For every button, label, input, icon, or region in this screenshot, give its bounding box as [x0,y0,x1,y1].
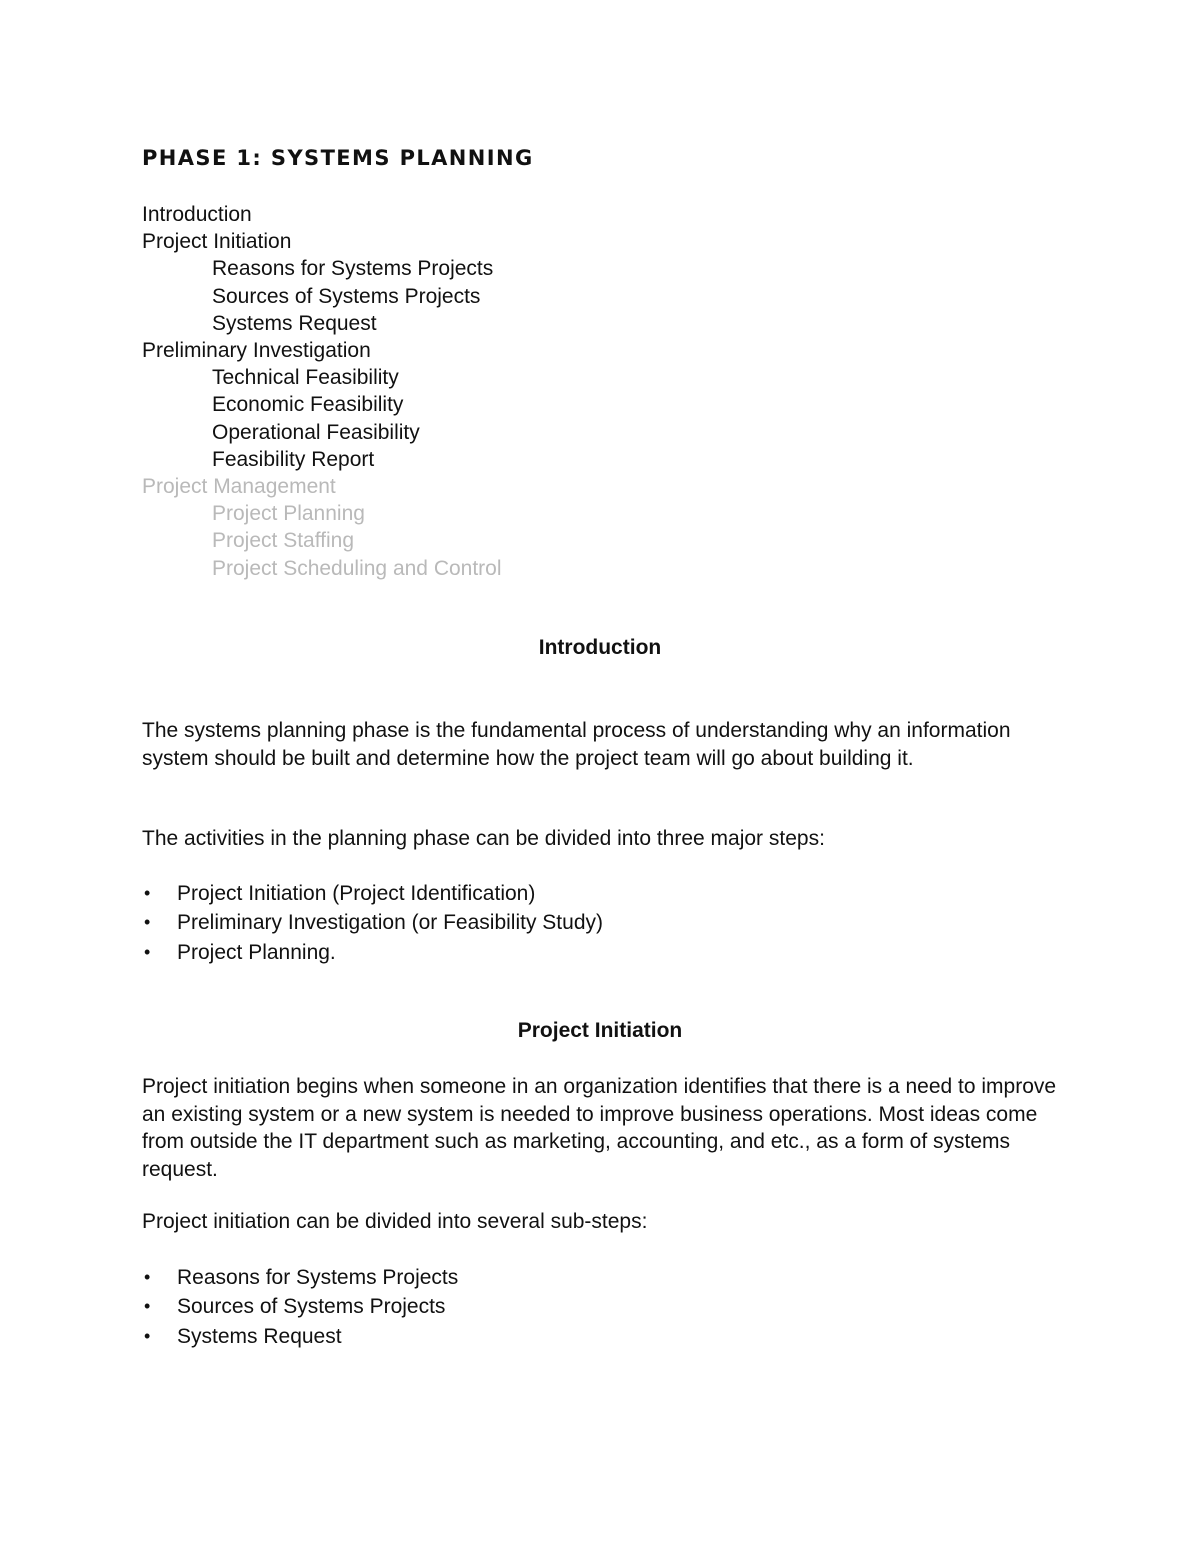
list-item [142,1263,458,1292]
toc-item-introduction: Introduction [142,203,252,226]
intro-paragraph-1: The systems planning phase is the fundamental process of understanding why an information system should be built and determine how the project team will go about building it. [142,719,1011,770]
bullet-icon: • [144,1296,151,1317]
list-item-text: Reasons for Systems Projects [177,1266,459,1289]
toc-subitem-reasons: Reasons for Systems Projects [212,257,494,281]
toc-subitem-technical-feasibility: Technical Feasibility [212,366,399,390]
list-item [142,938,603,967]
bullet-icon: • [144,1267,151,1287]
toc-item-project-management: Project Management [142,475,336,499]
table-of-contents [142,201,502,582]
list-item-text: Project Initiation (Project Identification) [177,882,536,905]
toc-subitem-project-scheduling: Project Scheduling and Control [212,556,502,580]
bullet-icon: • [144,912,151,933]
list-item-text: Sources of Systems Projects [177,1295,446,1319]
toc-subitem-systems-request: Systems Request [212,311,377,335]
intro-bullet-list [142,879,603,967]
toc-subitem-project-planning: Project Planning [212,502,365,526]
list-item [142,1322,458,1351]
section-heading-project-initiation: Project Initiation [517,1019,683,1042]
list-item-text: Project Planning. [177,940,336,964]
document-title: PHASE 1: SYSTEMS PLANNING [142,146,534,170]
initiation-paragraph-2: Project initiation can be divided into several sub-steps: [142,1210,648,1233]
bullet-icon: • [144,1325,151,1346]
bullet-icon: • [144,883,151,903]
bullet-icon: • [144,941,151,962]
list-item-text: Systems Request [177,1324,342,1348]
initiation-bullet-list [142,1263,458,1351]
list-item-text: Preliminary Investigation (or Feasibility Study) [177,911,603,935]
toc-subitem-economic-feasibility: Economic Feasibility [212,393,404,417]
toc-subitem-project-staffing: Project Staffing [212,529,355,553]
list-item [142,908,603,937]
toc-item-preliminary-investigation: Preliminary Investigation [142,339,371,363]
toc-item-project-initiation: Project Initiation [142,230,292,254]
intro-paragraph-2: The activities in the planning phase can be divided into three major steps: [142,827,825,850]
initiation-paragraph-1: Project initiation begins when someone in an organization identifies that there is a need to improve an existing system or a new system is needed to improve business operations. Most ideas come from outside the IT department such as marketing, accounting, and etc., as a form of systems request. [142,1075,1057,1181]
list-item [142,1292,458,1321]
toc-subitem-sources: Sources of Systems Projects [212,284,481,308]
toc-subitem-operational-feasibility: Operational Feasibility [212,420,420,444]
toc-subitem-feasibility-report: Feasibility Report [212,447,375,471]
section-heading-introduction: Introduction [538,636,662,659]
list-item [142,879,603,908]
